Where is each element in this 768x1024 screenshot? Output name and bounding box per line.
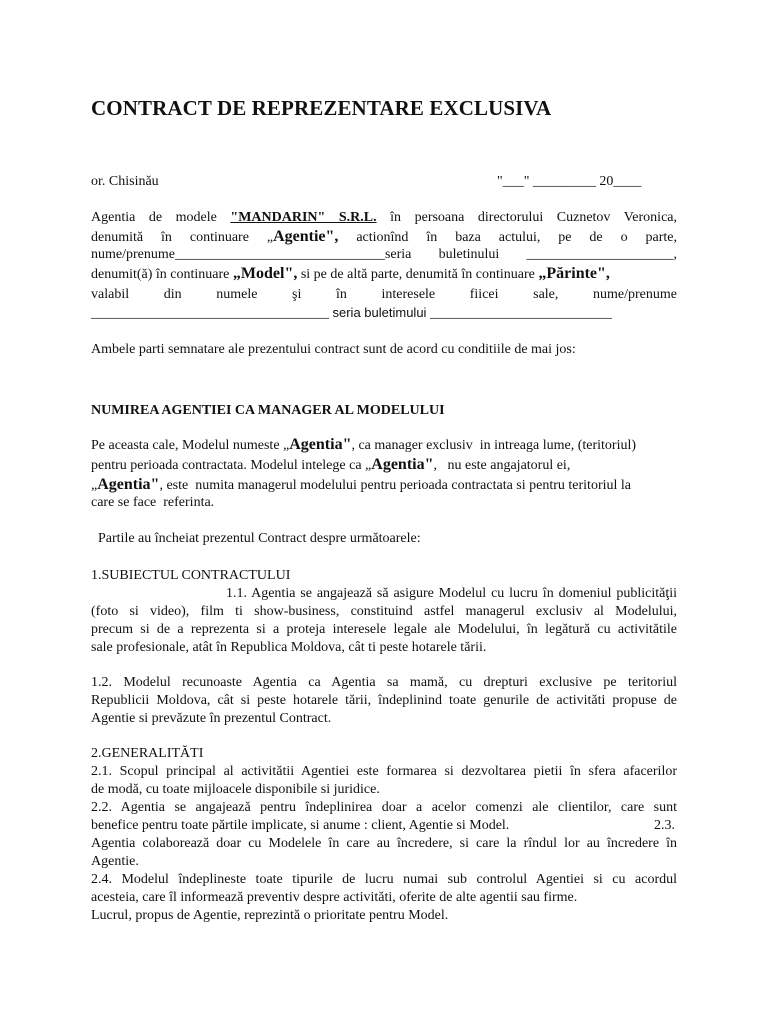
manager-text: , nu este angajatorul ei, bbox=[433, 458, 571, 473]
p23-line-1: Agentia colaborează doar cu Modelele în care au încredere, si care la rîndul lor au încredere în bbox=[91, 836, 677, 851]
parties-text: Partile au încheiat prezentul Contract despre următoarele: bbox=[98, 531, 421, 546]
intro-line-5: valabil din numele şi în interesele fiicei sale, nume/prenume bbox=[91, 287, 677, 302]
p24-line-1: 2.4. Modelul îndeplineste toate tipurile de lucru numai sub controlul Agentiei si cu acordul bbox=[91, 872, 677, 887]
p23-number: 2.3. bbox=[654, 818, 675, 833]
p11-line-4: sale profesionale, atât în Republica Moldova, cât ti peste hotarele tării. bbox=[91, 640, 487, 655]
manager-line-3 bbox=[91, 476, 631, 495]
manager-text: Pe aceasta cale, Modelul numeste „ bbox=[91, 438, 290, 453]
intro-text: __________________________ bbox=[426, 306, 612, 321]
p21-line-2: de modă, cu toate mijloacele disponibile si juridice. bbox=[91, 782, 380, 797]
term-agentia: Agentia" bbox=[97, 476, 160, 493]
intro-line-4 bbox=[91, 265, 610, 284]
section-heading-1: 1.SUBIECTUL CONTRACTULUI bbox=[91, 568, 291, 583]
p11-line-1: 1.1. Agentia se angajează să asigure Modelul cu lucru în domeniul publicităţii bbox=[226, 586, 677, 601]
term-agentia: Agentia" bbox=[371, 456, 434, 473]
intro-text: în persoana directorului Cuznetov Veronica, bbox=[376, 210, 677, 225]
manager-text: , este numita managerul modelului pentru perioada contractata si pentru teritoriul la bbox=[159, 478, 631, 493]
manager-text: pentru perioada contractata. Modelul intelege ca „ bbox=[91, 458, 372, 473]
p24-line-3: Lucrul, propus de Agentie, reprezintă o prioritate pentru Model. bbox=[91, 908, 449, 923]
company-name: "MANDARIN" S.R.L. bbox=[230, 210, 377, 225]
term-model: „Model", bbox=[232, 265, 298, 282]
intro-text: denumit(ă) în continuare bbox=[91, 267, 233, 282]
manager-line-4: care se face referinta. bbox=[91, 495, 215, 510]
section-heading-2: 2.GENERALITĂTI bbox=[91, 746, 204, 761]
intro-text: denumită în continuare „ bbox=[91, 230, 274, 245]
p22-line-1: 2.2. Agentia se angajează pentru îndeplinirea doar a acelor comenzi ale clientilor, care sunt bbox=[91, 800, 677, 815]
intro-text: actionînd în baza actului, pe de o parte, bbox=[338, 230, 677, 245]
manager-text: „ bbox=[91, 478, 98, 493]
p23-line-2: Agentie. bbox=[91, 854, 139, 869]
p12-line-1: 1.2. Modelul recunoaste Agentia ca Agentia sa mamă, cu drepturi exclusive pe teritoriul bbox=[91, 675, 677, 690]
manager-text: , ca manager exclusiv in intreaga lume, (teritoriul) bbox=[351, 438, 637, 453]
intro-line-1 bbox=[91, 209, 677, 227]
term-agentie: Agentie", bbox=[273, 228, 339, 245]
intro-text: _____________________, bbox=[526, 247, 677, 262]
term-agentia: Agentia" bbox=[289, 436, 352, 453]
date-blank: "___" _________ 20____ bbox=[497, 174, 642, 189]
intro-line-2 bbox=[91, 228, 677, 247]
intro-line-3 bbox=[91, 246, 677, 264]
intro-text: seria buletimului bbox=[332, 305, 427, 320]
contract-title: CONTRACT DE REPREZENTARE EXCLUSIVA bbox=[91, 96, 552, 120]
p21-line-1: 2.1. Scopul principal al activitătii Agentiei este formarea si dezvoltarea pietii în sfera afacerilor bbox=[91, 764, 677, 779]
section-heading-manager: NUMIREA AGENTIEI CA MANAGER AL MODELULUI bbox=[91, 403, 445, 418]
place-text: or. Chisinău bbox=[91, 174, 159, 189]
p12-line-2: Republicii Moldova, cât si peste hotarele tării, îndeplinind toate genurile de activităti propuse de bbox=[91, 693, 677, 708]
agreement-text: Ambele parti semnatare ale prezentului contract sunt de acord cu conditiile de mai jos: bbox=[91, 342, 576, 357]
p11-line-2: (foto si video), film ti show-business, constituind astfel managerul exclusiv al Modelului, bbox=[91, 604, 677, 619]
intro-text: Agentia de modele bbox=[91, 210, 231, 225]
p24-line-2: acesteia, care îl informează preventiv despre activităti, oferite de alte agentii sau firme. bbox=[91, 890, 578, 905]
intro-text: si pe de altă parte, denumită în continuare bbox=[297, 267, 539, 282]
p22-line-2: benefice pentru toate părtile implicate, si anume : client, Agentie si Model. bbox=[91, 818, 510, 833]
manager-line-1 bbox=[91, 436, 636, 455]
intro-line-6 bbox=[91, 304, 612, 323]
manager-line-2 bbox=[91, 456, 570, 475]
intro-text: nume/prenume______________________________seria buletinului bbox=[91, 247, 500, 262]
term-parinte: „Părinte", bbox=[538, 265, 610, 282]
p11-line-3: precum si de a reprezenta si a proteja interesele legale ale Modelului, în legătură cu activitătile bbox=[91, 622, 677, 637]
intro-text: __________________________________ bbox=[91, 306, 333, 321]
p12-line-3: Agentie si prevăzute în prezentul Contract. bbox=[91, 711, 332, 726]
